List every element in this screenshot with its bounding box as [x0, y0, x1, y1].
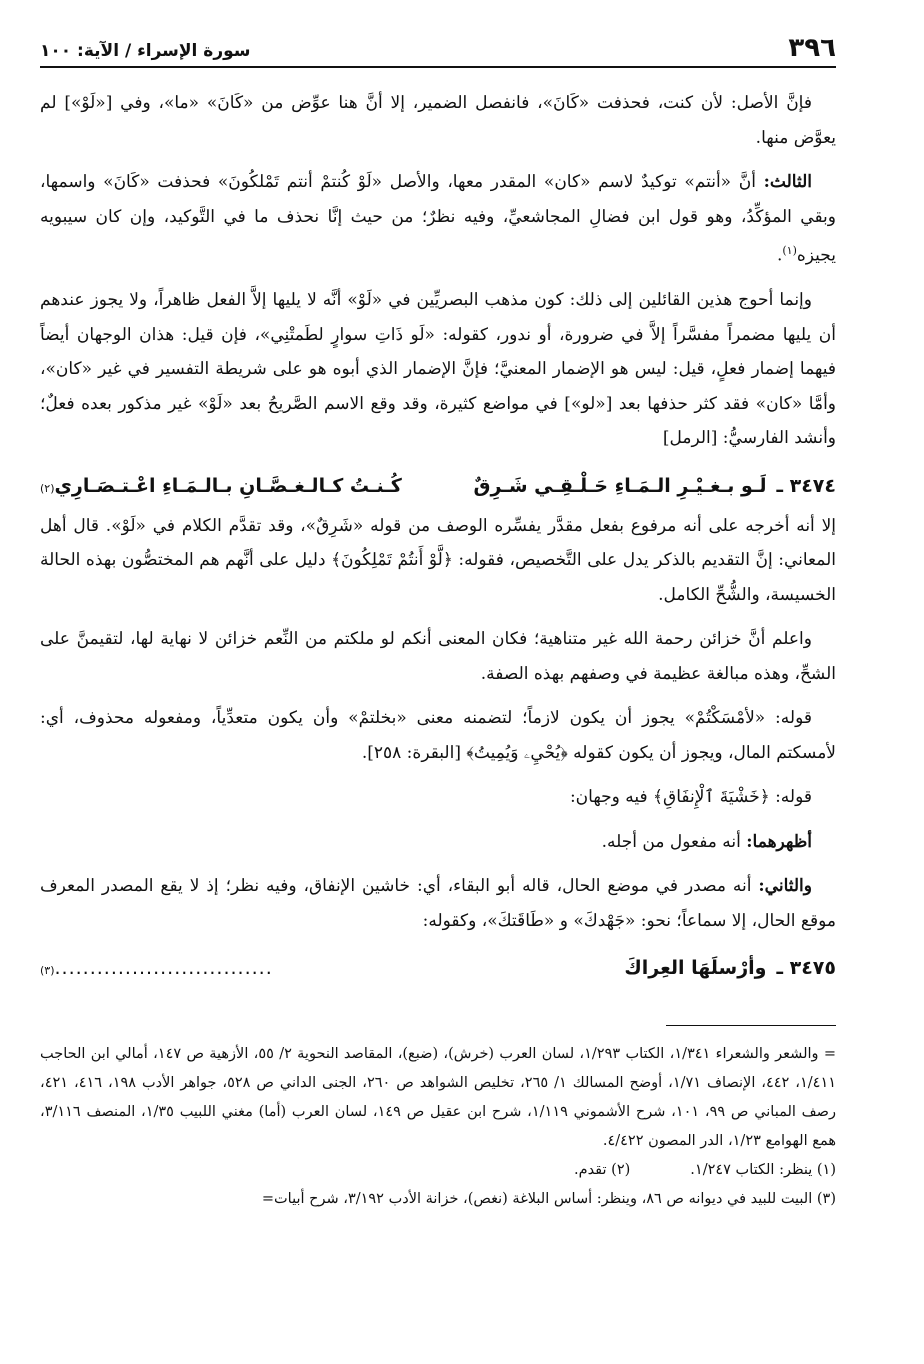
- paragraph: والثاني: أنه مصدر في موضع الحال، قاله أبو البقاء، أي: خاشين الإنفاق، وفيه نظر؛ إذ لا يقع المصدر المعرف موقع الحال، إلا سماعاً؛ نحو: «جَهْدكَ» و «طَاقَتكَ»، وكقوله:: [40, 876, 836, 931]
- paragraph: واعلم أنَّ خزائن رحمة الله غير متناهية؛ فكان المعنى أنكم لو ملكتم من النِّعم خزائن لا نهاية لها، لتقيمنَّ على الشحِّ، وهذه مبالغة عظيمة في وصفهم بهذه الصفة.: [40, 629, 836, 684]
- paragraph: وإنما أحوج هذين القائلين إلى ذلك: كون مذهب البصريِّين في «لَوْ» أنَّه لا يليها إلاَّ الفعل ظاهراً، ولا يجوز عندهم أن يليها مضمراً مفسَّراً إلاَّ في ضرورة، أو ندور، كقوله: «لَو ذَاتِ سوارٍ لطَمتْنِي»، فإن قيل: هذان الوجهان أيضاً فيهما إضمار فعلٍ، قيل: ليس هو الإضمار المعنيَّ؛ فإنَّ الإضمار الذي أبوه هو على شريطة التفسير في غير «كان»، وأمَّا «كان» فقد كثر حذفها بعد [«لو»] في مواضع كثيرة، وقد وقع الاسم الصَّريحُ بعد «لَوْ» غير مذكور بعده فعلٌ؛ وأنشد الفارسيُّ: [الرمل]: [40, 290, 836, 449]
- verse-hemistich-1: وأرْسلَهَا العِراكَ: [624, 957, 767, 980]
- footnote-continued: = والشعر والشعراء ١/٣٤١، الكتاب ١/٢٩٣، لسان العرب (خرش)، (ضبع)، المقاصد النحوية ٢/ ٥٥، الأزهية ص ١٤٧، أمالي ابن الحاجب ١/٤١١، ٤٤٢، الإنصاف ١/٧١، أوضح المسالك ١/ ٢٦٥، تخليص الشواهد ص ٢٦٠، الجنى الداني ص ٥٢٨، جواهر الأدب ١٩٨، ٤١٦، ٤٢١، رصف المباني ص ٩٩، ١٠١، شرح الأشموني ١/١١٩، شرح ابن عقيل ص ١٤٩، لسان العرب (أما) مغني اللبيب ١/٣٥، المنصف ٣/١١٦، همع الهوامع ١/٢٣، الدر المصون ٤/٤٢٢.: [40, 1046, 837, 1150]
- verse-hemistich-2: كُـنـتُ كـالـغـصَّـانِ بـالـمَـاءِ اعْـتـصَـارِي: [54, 474, 402, 497]
- verse-3474: [40, 466, 836, 509]
- main-text: [40, 86, 836, 991]
- paragraph: فإنَّ الأصل: لأن كنت، فحذفت «كَانَ»، فانفصل الضمير، إلا أنَّ هنا عوِّض من «كَانَ» «ما»، وفي [«لَوْ»] لم يعوَّض منها.: [40, 93, 836, 148]
- footnote-ref[interactable]: (١): [782, 244, 797, 257]
- footnote-3: (٣) البيت للبيد في ديوانه ص ٨٦، وينظر: أساس البلاغة (نغص)، خزانة الأدب ٣/١٩٢، شرح أبيات=: [261, 1191, 836, 1208]
- paragraph: أظهرهما: أنه مفعول من أجله.: [601, 831, 812, 852]
- footnote-ref[interactable]: (٢): [40, 481, 55, 495]
- footnotes: [40, 1040, 836, 1214]
- footnote-1: (١) ينظر: الكتاب ١/٢٤٧.: [690, 1162, 836, 1179]
- paragraph: الثالث: أنَّ «أنتم» توكيدٌ لاسم «كان» المقدر معها، والأصل «لَوْ كُنتمْ أنتم تَمْلكُونَ» فحذفت «كَانَ» واسمها، وبقي المؤكِّدُ، وهو قول ابن فضالِ المجاشعيِّ، وفيه نظرٌ؛ من حيث إنَّا نحذف ما في التَّوكيد، وإن كان سيبويه يجيزه$^{(١)}$.: [40, 172, 836, 266]
- page-number: ٣٩٦: [788, 33, 836, 63]
- paragraph: إلا أنه أخرجه على أنه مرفوع بفعل مقدَّر يفسِّره الوصف من قوله «شَرِقٌ»، وقد تقدَّم الكلام في «لَوْ». قال أهل المعاني: إنَّ التقديم بالذكر يدل على التَّخصيص، فقوله: ﴿لَّوْ أَنتُمْ تَمْلِكُونَ﴾ دليل على أنَّهم هم المختصُّون بهذه الحالة الخسيسة، والشُّحِّ الكامل.: [40, 515, 836, 605]
- footnote-2: (٢) تقدم.: [573, 1162, 631, 1179]
- verse-3475: [40, 948, 836, 991]
- verse-ellipsis: ...............................: [54, 957, 273, 980]
- paragraph-lead: أظهرهما:: [746, 831, 812, 852]
- verse-hemistich-1: لَـو بـغـيْـرِ الـمَـاءِ حَـلْـقِـي شَـرِقٌ: [473, 474, 767, 497]
- paragraph: قوله: ﴿خَشْيَةَ ٱلْإِنفَاقِ﴾ فيه وجهان:: [569, 787, 812, 808]
- paragraph: قوله: «لأمْسَكْتُمْ» يجوز أن يكون لازماً؛ لتضمنه معنى «بخلتمْ» وأن يكون متعدِّياً، ومفعوله محذوف، أي: لأمسكتم المال، ويجوز أن يكون كقوله ﴿يُحْيِۦ وَيُمِيتُ﴾ [البقرة: ٢٥٨].: [40, 708, 836, 763]
- verse-number: ٣٤٧٤ ـ: [776, 474, 836, 497]
- footnote-separator: [666, 1025, 836, 1026]
- footnote-ref[interactable]: (٣): [40, 964, 55, 978]
- footnote-row: [40, 1156, 836, 1185]
- verse-number: ٣٤٧٥ ـ: [776, 957, 836, 980]
- page-header: [40, 34, 836, 68]
- paragraph-lead: الثالث:: [763, 172, 812, 192]
- paragraph-lead: والثاني:: [758, 876, 812, 897]
- running-title: سورة الإسراء / الآية: ١٠٠: [40, 41, 251, 61]
